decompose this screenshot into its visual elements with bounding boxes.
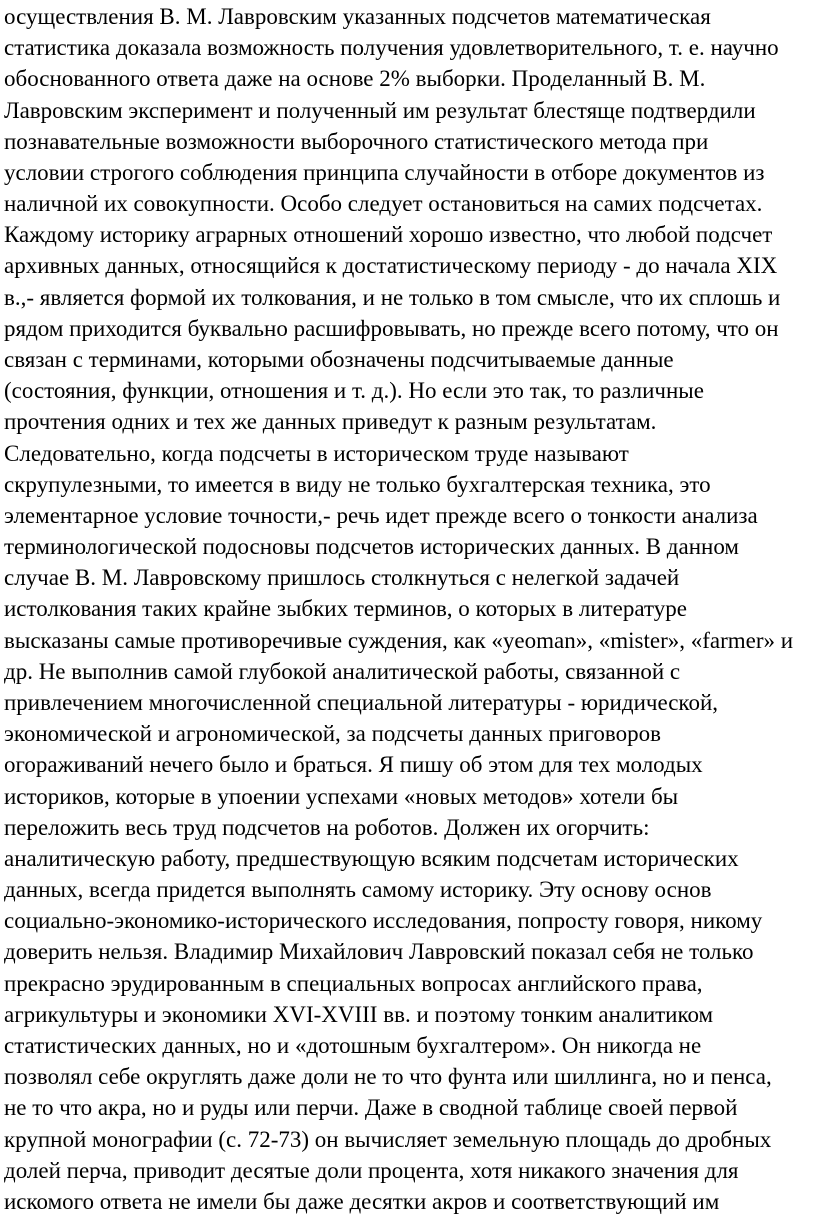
text-line: осуществления В. М. Лавровским указанных подсчетов математическая — [4, 4, 711, 29]
text-line: скрупулезными, то имеется в виду не только бухгалтерская техника, это — [4, 471, 711, 497]
text-line: не то что акра, но и руды или перчи. Даже в сводной таблице своей первой — [4, 1095, 738, 1121]
text-line: истолкования таких крайне зыбких терминов, о которых в литературе — [4, 596, 687, 622]
text-line: обоснованного ответа даже на основе 2% выборки. Проделанный В. М. — [4, 66, 706, 92]
text-line: Следовательно, когда подсчеты в историческом труде называют — [4, 440, 629, 466]
text-line: высказаны самые противоречивые суждения, как «yeoman», «mister», «farmer» и — [4, 627, 794, 653]
text-line: случае В. М. Лавровскому пришлось столкнуться с нелегкой задачей — [4, 565, 680, 591]
text-line: агрикультуры и экономики XVI-XVIII вв. и поэтому тонким аналитиком — [4, 1001, 714, 1027]
text-line: Каждому историку аграрных отношений хорошо известно, что любой подсчет — [4, 222, 773, 248]
text-line: связан с терминами, которыми обозначены подсчитываемые данные — [4, 347, 674, 372]
text-line: привлечением многочисленной специальной литературы - юридической, — [4, 690, 718, 715]
text-line: переложить весь труд подсчетов на роботов. Должен их огорчить: — [4, 814, 650, 840]
text-line: прекрасно эрудированным в специальных вопросах английского права, — [4, 970, 703, 996]
text-line: элементарное условие точности,- речь идет прежде всего о тонкости анализа — [4, 502, 758, 528]
text-line: долей перча, приводит десятые доли процента, хотя никакого значения для — [4, 1157, 739, 1183]
text-line: терминологической подосновы подсчетов исторических данных. В данном — [4, 534, 739, 560]
text-line: архивных данных, относящийся к достатистическому периоду - до начала XIX — [4, 253, 778, 279]
text-line: условии строгого соблюдения принципа случайности в отборе документов из — [4, 159, 765, 185]
text-line: огораживаний нечего было и браться. Я пишу об этом для тех молодых — [4, 752, 703, 778]
text-line: (состояния, функции, отношения и т. д.). Но если это так, то различные — [4, 378, 704, 404]
text-line: др. Не выполнив самой глубокой аналитической работы, связанной с — [4, 658, 681, 684]
text-line: историков, которые в упоении успехами «новых методов» хотели бы — [4, 783, 679, 809]
text-line: наличной их совокупности. Особо следует остановиться на самих подсчетах. — [4, 191, 763, 217]
text-line: прочтения одних и тех же данных приведут к разным результатам. — [4, 409, 657, 435]
text-line: аналитическую работу, предшествующую всяким подсчетам исторических — [4, 845, 739, 871]
text-line: статистических данных, но и «дотошным бухгалтером». Он никогда не — [4, 1032, 702, 1058]
text-line: экономической и агрономической, за подсчеты данных приговоров — [4, 721, 661, 747]
text-line: в.,- является формой их толкования, и не только в том смысле, что их сплошь и — [4, 284, 781, 310]
text-line: социально-экономико-исторического исследования, попросту говоря, никому — [4, 908, 763, 934]
text-line: крупной монографии (с. 72-73) он вычисляет земельную площадь до дробных — [4, 1126, 772, 1152]
text-line: Лавровским эксперимент и полученный им результат блестяще подтвердили — [4, 97, 756, 123]
text-line: рядом приходится буквально расшифровывать, но прежде всего потому, что он — [4, 315, 779, 341]
text-line: позволял себе округлять даже доли не то что фунта или шиллинга, но и пенса, — [4, 1064, 772, 1090]
text-line: статистика доказала возможность получения удовлетворительного, т. е. научно — [4, 35, 779, 61]
text-line: искомого ответа не имели бы даже десятки акров и соответствующий им — [4, 1188, 720, 1214]
text-line: познавательные возможности выборочного статистического метода при — [4, 128, 709, 154]
text-line: данных, всегда придется выполнять самому историку. Эту основу основ — [4, 877, 712, 902]
text-line: доверить нельзя. Владимир Михайлович Лавровский показал себя не только — [4, 939, 754, 965]
